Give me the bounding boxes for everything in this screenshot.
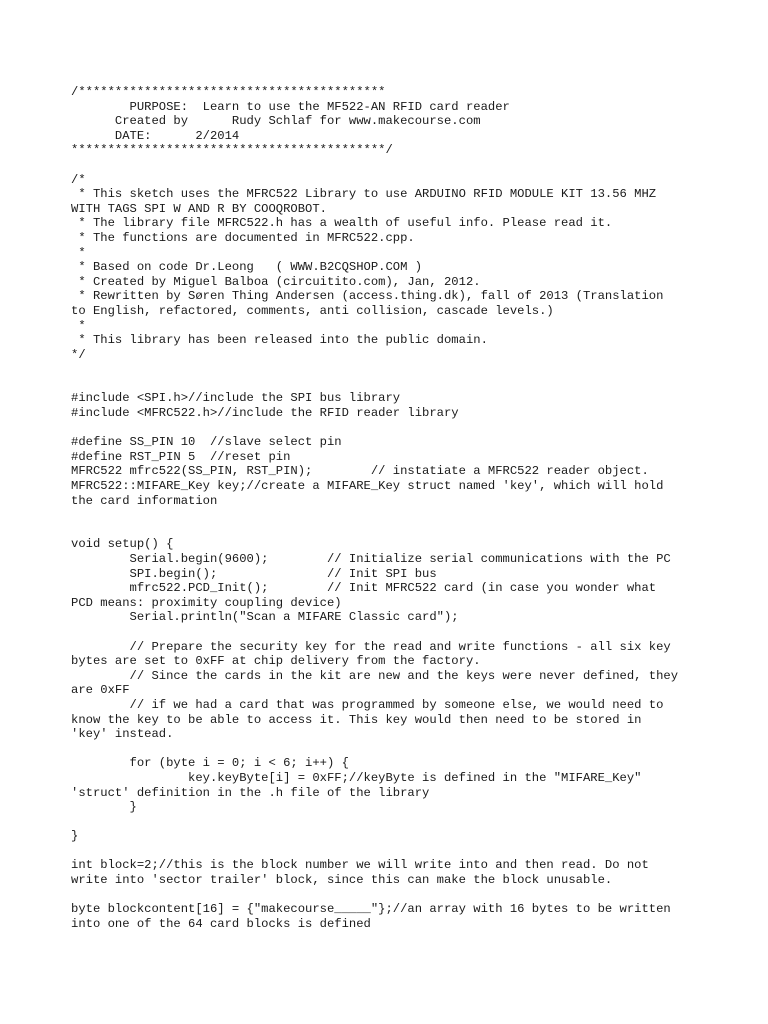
code-line: /*	[71, 172, 86, 187]
code-line: MFRC522 mfrc522(SS_PIN, RST_PIN); // instatiate a MFRC522 reader object.	[71, 464, 649, 479]
code-line: * Rewritten by Søren Thing Andersen (access.thing.dk), fall of 2013 (Translation	[71, 289, 664, 304]
code-line: // Prepare the security key for the read and write functions - all six key	[71, 639, 671, 654]
code-line: * The functions are documented in MFRC522.cpp.	[71, 230, 415, 245]
source-code-listing	[71, 85, 711, 931]
code-line: SPI.begin(); // Init SPI bus	[71, 566, 437, 581]
code-line: 'key' instead.	[71, 727, 174, 742]
code-line: }	[71, 800, 137, 815]
code-line: PURPOSE: Learn to use the MF522-AN RFID card reader	[71, 99, 510, 114]
code-line: #define RST_PIN 5 //reset pin	[71, 449, 291, 464]
code-line	[71, 742, 711, 757]
code-line: *******************************************/	[71, 143, 393, 158]
code-line: #define SS_PIN 10 //slave select pin	[71, 435, 342, 450]
code-line: to English, refactored, comments, anti collision, cascade levels.)	[71, 303, 554, 318]
code-line: DATE: 2/2014	[71, 128, 240, 143]
code-line: know the key to be able to access it. This key would then need to be stored in	[71, 712, 642, 727]
code-line	[71, 362, 711, 377]
code-line: WITH TAGS SPI W AND R BY COOQROBOT.	[71, 201, 327, 216]
code-line: // Since the cards in the kit are new and the keys were never defined, they	[71, 668, 679, 683]
code-line: the card information	[71, 493, 218, 508]
code-line	[71, 508, 711, 523]
code-line: *	[71, 245, 86, 260]
code-line: * Based on code Dr.Leong ( WWW.B2CQSHOP.COM )	[71, 260, 423, 275]
code-line	[71, 377, 711, 392]
code-line: * Created by Miguel Balboa (circuitito.com), Jan, 2012.	[71, 274, 481, 289]
code-line: key.keyByte[i] = 0xFF;//keyByte is defined in the "MIFARE_Key"	[71, 770, 642, 785]
code-line: 'struct' definition in the .h file of the library	[71, 785, 430, 800]
code-line: * This sketch uses the MFRC522 Library to use ARDUINO RFID MODULE KIT 13.56 MHZ	[71, 187, 657, 202]
code-line: Serial.begin(9600); // Initialize serial communications with the PC	[71, 552, 671, 566]
code-line: MFRC522::MIFARE_Key key;//create a MIFARE_Key struct named 'key', which will hold	[71, 479, 664, 494]
code-line	[71, 815, 711, 830]
code-line: bytes are set to 0xFF at chip delivery from the factory.	[71, 654, 481, 669]
code-line: /******************************************	[71, 85, 386, 99]
code-line	[71, 158, 711, 173]
code-line	[71, 421, 711, 436]
code-line: are 0xFF	[71, 683, 130, 698]
code-line: * This library has been released into the public domain.	[71, 333, 488, 348]
code-line: Serial.println("Scan a MIFARE Classic card");	[71, 610, 459, 625]
code-line: int block=2;//this is the block number we will write into and then read. Do not	[71, 858, 649, 873]
code-line: #include <MFRC522.h>//include the RFID reader library	[71, 406, 459, 421]
code-line: byte blockcontent[16] = {"makecourse_____"};//an array with 16 bytes to be written	[71, 902, 671, 917]
code-line: into one of the 64 card blocks is defined	[71, 916, 371, 931]
code-line	[71, 523, 711, 538]
code-line: *	[71, 318, 86, 333]
code-line: Created by Rudy Schlaf for www.makecourse.com	[71, 114, 481, 129]
code-line: void setup() {	[71, 537, 174, 552]
code-line	[71, 844, 711, 859]
code-line: // if we had a card that was programmed by someone else, we would need to	[71, 697, 664, 712]
code-line: }	[71, 829, 79, 844]
code-line: write into 'sector trailer' block, since this can make the block unusable.	[71, 873, 613, 888]
code-line: */	[71, 347, 86, 362]
code-line: * The library file MFRC522.h has a wealth of useful info. Please read it.	[71, 216, 613, 231]
code-line: for (byte i = 0; i < 6; i++) {	[71, 756, 349, 771]
code-line: PCD means: proximity coupling device)	[71, 595, 342, 610]
code-line	[71, 888, 711, 903]
code-line: mfrc522.PCD_Init(); // Init MFRC522 card (in case you wonder what	[71, 581, 657, 596]
code-line	[71, 625, 711, 640]
code-line: #include <SPI.h>//include the SPI bus library	[71, 391, 401, 406]
